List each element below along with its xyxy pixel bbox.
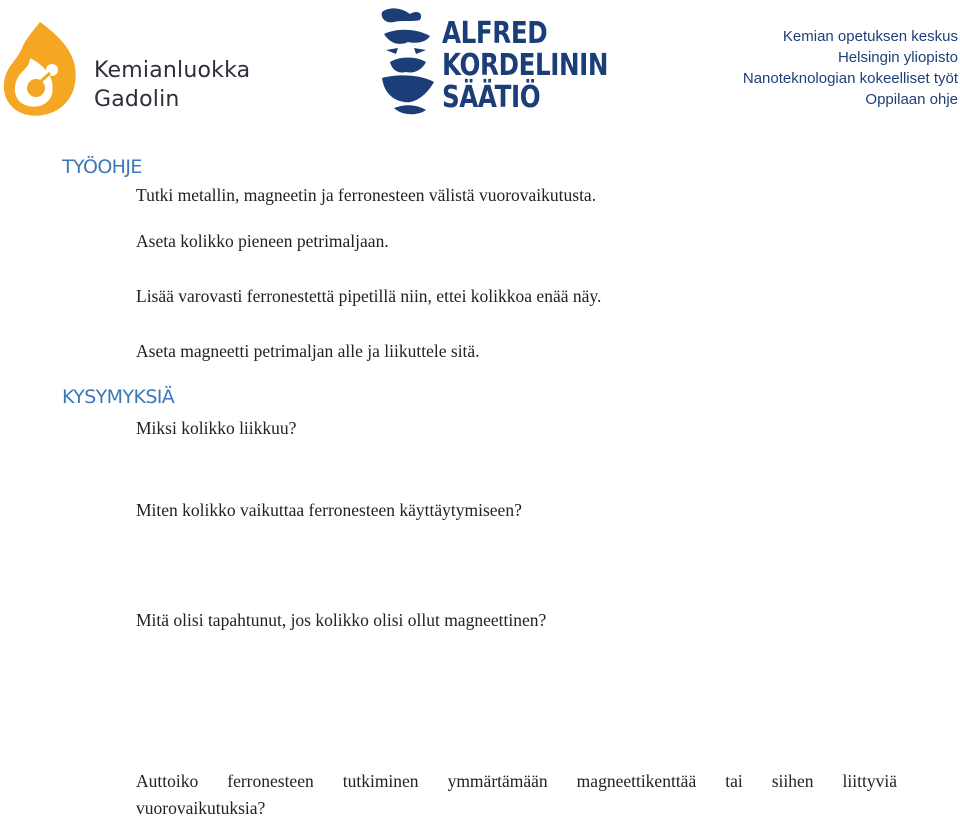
alfred-kordelin-logo [376,4,609,120]
flame-atom-icon [0,18,90,123]
question-item-last-line-1: Auttoiko ferronesteen tutkiminen ymmärtämään magneettikenttää tai siihen liittyviä [136,771,897,791]
kordelin-line-3: SÄÄTIÖ [442,80,541,115]
header-line-3: Nanoteknologian kokeelliset työt [742,70,958,87]
instruction-step: Tutki metallin, magneetin ja ferronesteen välistä vuorovaikutusta. [136,185,597,205]
question-item: Mitä olisi tapahtunut, jos kolikko olisi ollut magneettinen? [136,610,547,630]
kemianluokka-gadolin-logo [0,18,260,123]
questions-heading: KYSYMYKSIÄ [62,386,175,408]
header-line-4: Oppilaan ohje [865,91,958,108]
gadolin-line-1: Kemianluokka [94,58,251,83]
page-header [0,0,960,125]
gadolin-line-2: Gadolin [94,87,180,112]
header-info [743,26,958,110]
header-line-1: Kemian opetuksen keskus [782,28,958,45]
kordelin-line-1: ALFRED [442,16,548,51]
header-line-2: Helsingin yliopisto [837,49,958,66]
portrait-icon [376,4,442,120]
kordelin-line-2: KORDELININ [442,48,609,83]
question-item-last-line-2: vuorovaikutuksia? [136,798,266,818]
instructions-heading: TYÖOHJE [62,156,142,178]
gadolin-wordmark [94,56,250,114]
question-item: Miten kolikko vaikuttaa ferronesteen käyttäytymiseen? [136,500,522,520]
instruction-step: Aseta magneetti petrimaljan alle ja liikuttele sitä. [136,341,480,361]
instruction-step: Aseta kolikko pieneen petrimaljaan. [136,231,389,251]
question-item: Miksi kolikko liikkuu? [136,418,297,438]
instruction-step: Lisää varovasti ferronestettä pipetillä niin, ettei kolikkoa enää näy. [136,286,602,306]
kordelin-wordmark [442,18,608,114]
